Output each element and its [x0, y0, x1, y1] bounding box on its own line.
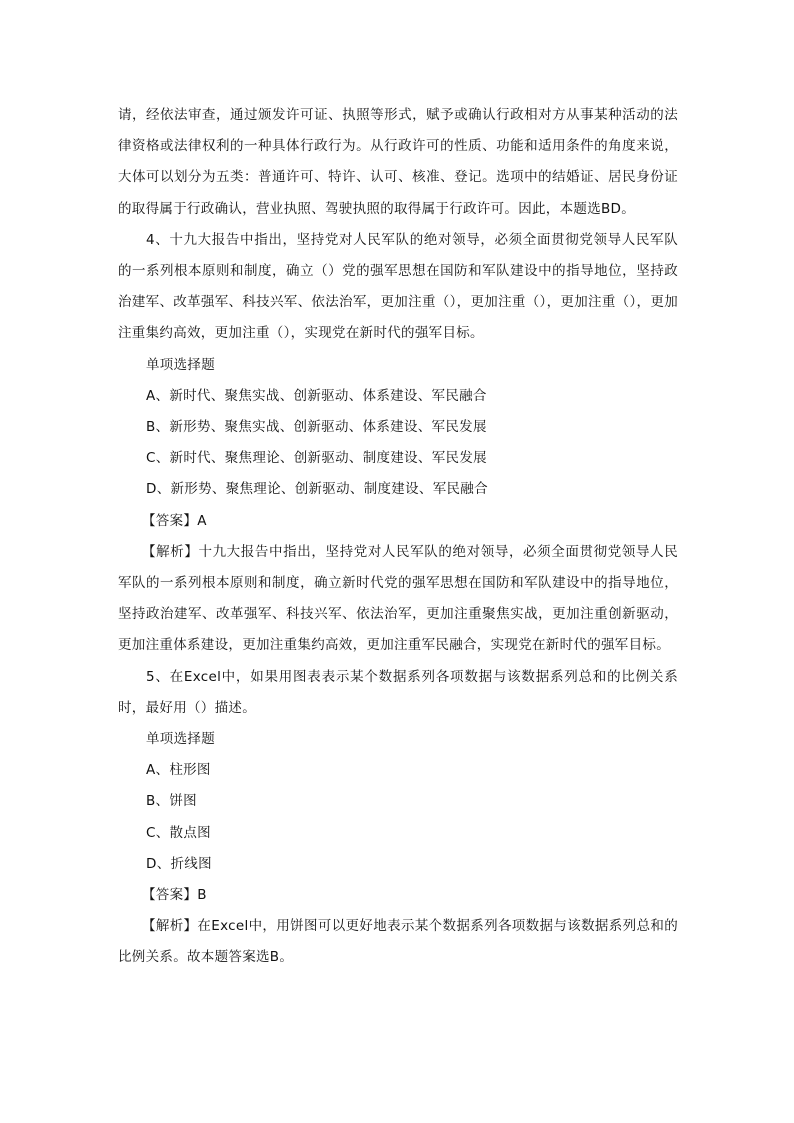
- option-b: B、新形势、聚焦实战、创新驱动、体系建设、军民发展: [146, 419, 487, 436]
- option-a: A、柱形图: [146, 762, 211, 779]
- document-page: [118, 100, 678, 974]
- analysis: 【解析】十九大报告中指出，坚持党对人民军队的绝对领导，必须全面贯彻党领导人民军队的一系列根本原则和制度，确立新时代党的强军思想在国防和军队建设中的指导地位，坚持政治建军、改革强军、科技兴军、依法治军，更加注重聚焦实战，更加注重创新驱动，更加注重体系建设，更加注重集约高效，更加注重军民融合，实现党在新时代的强军目标。: [118, 543, 678, 654]
- question-4: [118, 225, 678, 662]
- analysis: 【解析】在Excel中，用饼图可以更好地表示某个数据系列各项数据与该数据系列总和的比例关系。故本题答案选B。: [118, 918, 678, 966]
- option-d: D、新形势、聚焦理论、创新驱动、制度建设、军民融合: [146, 481, 488, 498]
- answer: 【答案】A: [142, 512, 207, 529]
- question-stem: 4、十九大报告中指出，坚持党对人民军队的绝对领导，必须全面贯彻党领导人民军队的一系列根本原则和制度，确立（）党的强军思想在国防和军队建设中的指导地位，坚持政治建军、改革强军、科技兴军、依法治军，更加注重（），更加注重（），更加注重（），更加注重集约高效，更加注重（），实现党在新时代的强军目标。: [118, 231, 678, 342]
- option-a: A、新时代、聚焦实战、创新驱动、体系建设、军民融合: [146, 387, 487, 404]
- continuation-paragraph: 请，经依法审查，通过颁发许可证、执照等形式，赋予或确认行政相对方从事某种活动的法律资格或法律权利的一种具体行政行为。从行政许可的性质、功能和适用条件的角度来说，大体可以划分为五类：普通许可、特许、认可、核准、登记。选项中的结婚证、居民身份证的取得属于行政确认，营业执照、驾驶执照的取得属于行政许可。因此，本题选BD。: [118, 107, 678, 217]
- answer: 【答案】B: [142, 887, 207, 904]
- question-type: 单项选择题: [146, 731, 215, 748]
- question-5: [118, 662, 678, 974]
- option-c: C、散点图: [146, 824, 211, 841]
- question-stem: 5、在Excel中，如果用图表表示某个数据系列各项数据与该数据系列总和的比例关系时，最好用（）描述。: [118, 668, 678, 716]
- question-type: 单项选择题: [146, 356, 215, 373]
- option-b: B、饼图: [146, 793, 197, 810]
- option-c: C、新时代、聚焦理论、创新驱动、制度建设、军民发展: [146, 450, 487, 467]
- option-d: D、折线图: [146, 855, 212, 872]
